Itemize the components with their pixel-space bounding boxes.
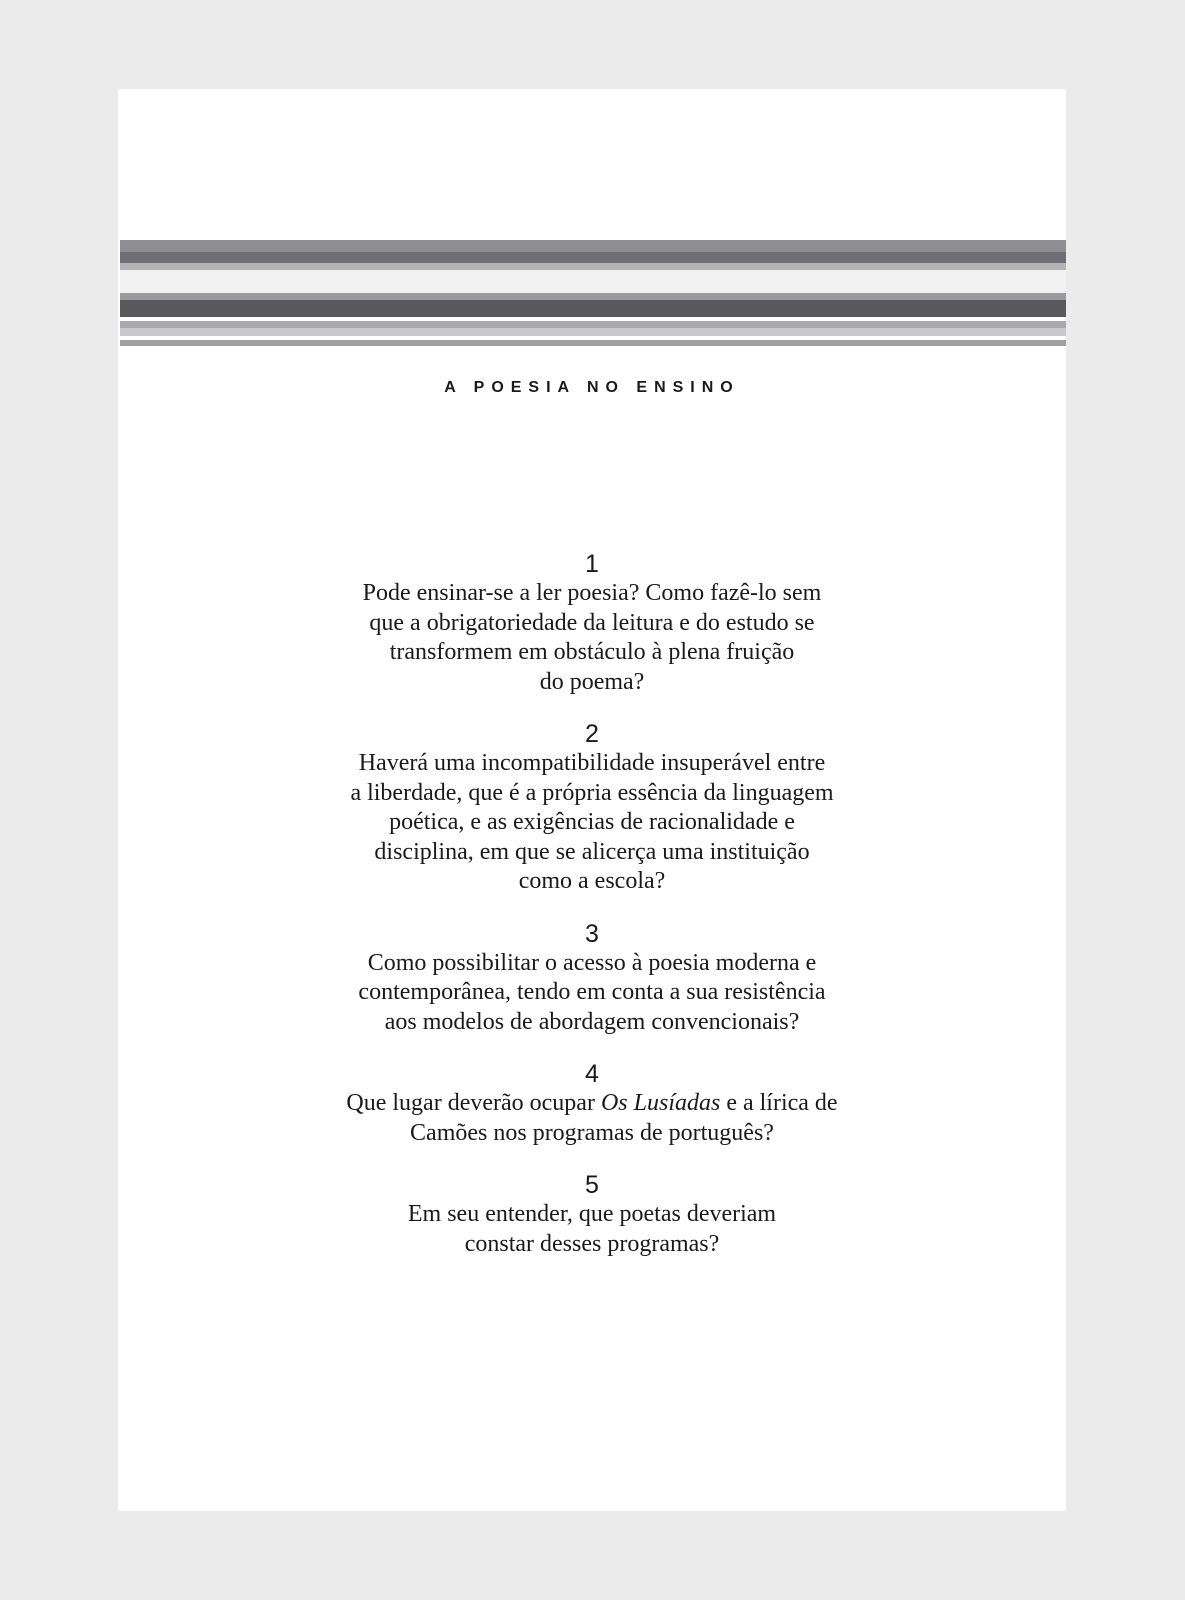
stripe [120, 240, 1066, 252]
question-3 [118, 919, 1066, 1038]
question-number: 2 [585, 720, 599, 748]
document-page [118, 89, 1066, 1511]
question-4 [118, 1059, 1066, 1148]
question-number: 5 [585, 1171, 599, 1199]
question-text-line: Haverá uma incompatibilidade insuperável entre [358, 750, 826, 776]
question-5 [118, 1170, 1066, 1259]
question-text-line: constar desses programas? [464, 1230, 720, 1257]
question-number: 3 [585, 919, 599, 948]
stripe [120, 252, 1066, 263]
stripe [120, 293, 1066, 300]
stripe [120, 300, 1066, 317]
section-title: A POESIA NO ENSINO [444, 379, 740, 396]
question-text-line: que a obrigatoriedade da leitura e do estudo se [369, 609, 815, 636]
question-text-line: poética, e as exigências de racionalidade e [389, 809, 795, 835]
question-text-line: aos modelos de abordagem convencionais? [384, 1008, 800, 1035]
question-2 [118, 719, 1066, 897]
question-text-line: Em seu entender, que poetas deveriam [407, 1201, 777, 1227]
question-text-line: transformem em obstáculo à plena fruição [389, 639, 795, 665]
question-text-segment: e a lírica de [720, 1090, 838, 1116]
stripe [120, 328, 1066, 336]
question-text-line: Pode ensinar-se a ler poesia? Como fazê-lo sem [362, 580, 822, 606]
question-list [118, 549, 1066, 1281]
question-text-line: disciplina, em que se alicerça uma instituição [374, 838, 810, 865]
book-title: Os Lusíadas [600, 1090, 721, 1116]
question-text-line [118, 1089, 1066, 1119]
question-number: 4 [585, 1060, 599, 1088]
question-1 [118, 549, 1066, 697]
question-text-line: Camões nos programas de português? [410, 1119, 774, 1146]
question-text-line: Como possibilitar o acesso à poesia moderna e [367, 949, 817, 976]
stripe [120, 270, 1066, 293]
question-text-line: contemporânea, tendo em conta a sua resistência [358, 979, 826, 1005]
question-text-line: a liberdade, que é a própria essência da linguagem [350, 779, 834, 806]
stripe [120, 340, 1066, 346]
question-text-line: como a escola? [518, 868, 666, 894]
question-text-segment: Que lugar deverão ocupar [346, 1090, 601, 1116]
stripe [120, 321, 1066, 328]
stripe [120, 263, 1066, 270]
question-text-line: do poema? [539, 668, 645, 695]
question-number: 1 [585, 550, 599, 578]
